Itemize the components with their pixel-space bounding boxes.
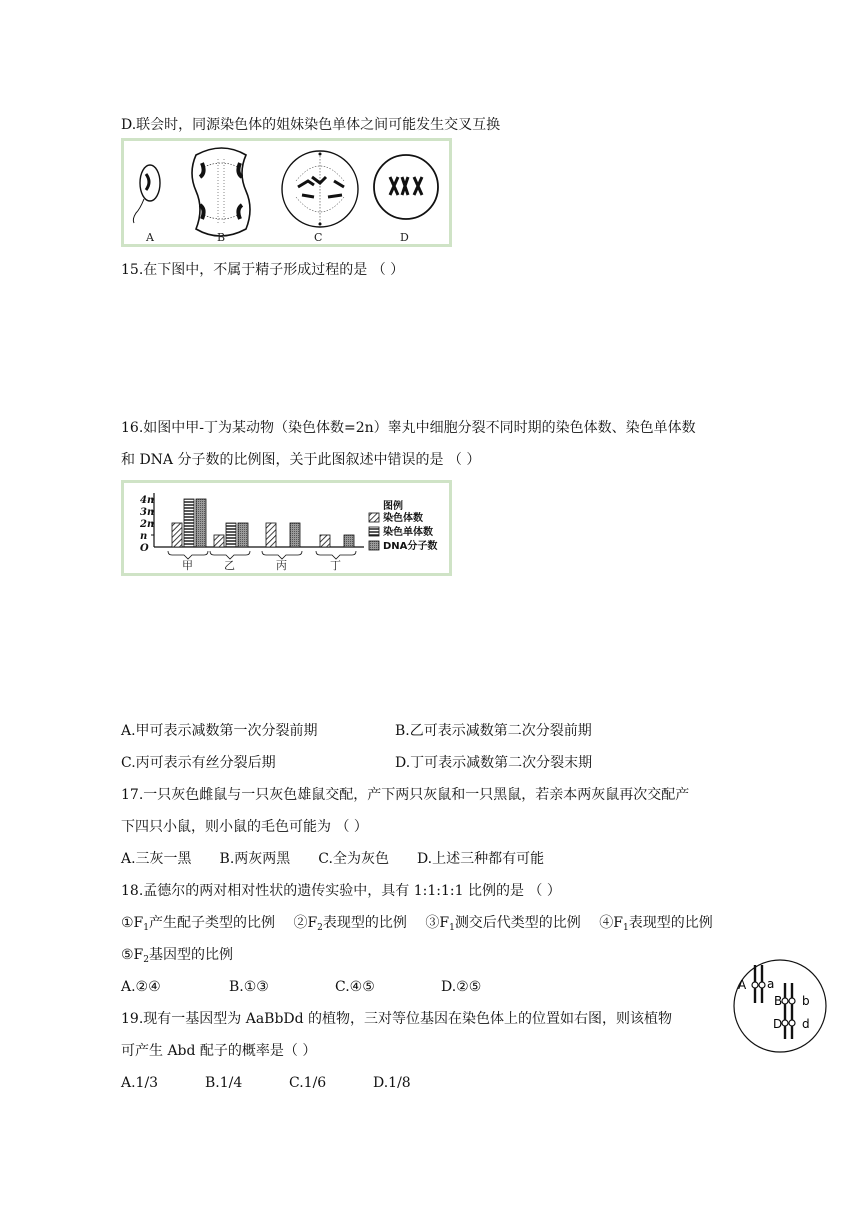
- q19-option-a: A.1/3: [121, 1075, 159, 1091]
- q18-items-row2: [121, 946, 233, 966]
- legend-swatch: [369, 527, 379, 536]
- q19-option-d: D.1/8: [373, 1075, 411, 1091]
- gene-B: B: [774, 994, 783, 1008]
- category-brace: [316, 551, 356, 559]
- legend-swatch: [369, 541, 379, 550]
- bar-chart-svg: [124, 483, 449, 573]
- label-b: B: [217, 231, 226, 244]
- legend-entry: DNA分子数: [383, 541, 438, 552]
- legend-swatch: [369, 513, 379, 522]
- q16-option-a: A.甲可表示减数第一次分裂前期: [121, 723, 318, 739]
- q19-option-c: C.1/6: [289, 1075, 327, 1091]
- bar: [184, 499, 194, 547]
- q18-item-1: $①F_1$产生配子类型的比例: [121, 915, 275, 933]
- cell-b-dividing: [192, 148, 250, 236]
- q18-item-3: $③F_1$测交后代类型的比例: [425, 915, 581, 933]
- bar: [266, 523, 276, 547]
- category-brace: [262, 551, 302, 559]
- gene-d: d: [802, 1017, 810, 1031]
- q18-option-b: B.①③: [229, 979, 269, 995]
- q17-options: A.三灰一黑 B.两灰两黑 C.全为灰色 D.上述三种都有可能: [121, 851, 545, 867]
- category-label: 丁: [330, 559, 341, 572]
- question-19-line2: 可产生 Abd 配子的概率是（ ）: [121, 1043, 317, 1059]
- bar: [320, 535, 330, 547]
- bar: [290, 523, 300, 547]
- q18-items-row1: [121, 914, 713, 934]
- category-label: 乙: [224, 559, 235, 572]
- cell-c-spindle: [282, 151, 358, 227]
- bar: [214, 535, 224, 547]
- bar: [172, 523, 182, 547]
- q14-option-d: D.联会时，同源染色体的姐妹染色单体之间可能发生交叉互换: [121, 117, 501, 133]
- cell-division-figure: [121, 138, 452, 247]
- y-tick-label: O: [140, 543, 149, 554]
- q16-option-c: C.丙可表示有丝分裂后期: [121, 755, 276, 771]
- bar: [238, 523, 248, 547]
- bar: [196, 499, 206, 547]
- question-16-line1: 16.如图中甲-丁为某动物（染色体数=2n）睾丸中细胞分裂不同时期的染色体数、染色单体数: [121, 420, 696, 436]
- question-17-line2: 下四只小鼠，则小鼠的毛色可能为 （ ）: [121, 819, 368, 835]
- q18-item-5: $⑤F_2$基因型的比例: [121, 947, 233, 965]
- gene-a: a: [767, 977, 775, 991]
- q18-item-2: $②F_2$表现型的比例: [293, 915, 407, 933]
- cell-a-sperm: [133, 165, 160, 223]
- category-brace: [168, 551, 208, 559]
- cell-d-tetrads: [374, 155, 438, 219]
- category-brace: [210, 551, 250, 559]
- bar: [344, 535, 354, 547]
- gene-D: D: [773, 1017, 783, 1031]
- y-tick-label: n: [140, 531, 148, 542]
- question-16-line2: 和 DNA 分子数的比例图，关于此图叙述中错误的是 （ ）: [121, 452, 481, 468]
- y-tick-label: 2n: [140, 519, 155, 530]
- question-15: 15.在下图中，不属于精子形成过程的是 （ ）: [121, 262, 405, 278]
- legend-entry: 染色体数: [383, 513, 423, 524]
- legend-entry: 染色单体数: [383, 527, 433, 538]
- question-18-line1: 18.孟德尔的两对相对性状的遗传实验中，具有 1:1:1:1 比例的是 （ ）: [121, 883, 561, 899]
- label-a: A: [146, 231, 154, 244]
- question-19-line1: 19.现有一基因型为 AaBbDd 的植物，三对等位基因在染色体上的位置如右图，则该植物: [121, 1011, 673, 1027]
- question-17-line1: 17.一只灰色雌鼠与一只灰色雄鼠交配，产下两只灰鼠和一只黑鼠，若亲本两灰鼠再次交配产: [121, 787, 690, 803]
- q19-option-b: B.1/4: [205, 1075, 243, 1091]
- q18-option-a: A.②④: [121, 979, 161, 995]
- gene-b: b: [802, 994, 810, 1008]
- q16-option-b: B.乙可表示减数第二次分裂前期: [395, 723, 592, 739]
- legend-title: 图例: [383, 501, 403, 512]
- q18-option-c: C.④⑤: [335, 979, 375, 995]
- q18-item-4: $④F_1$表现型的比例: [599, 915, 713, 933]
- bar: [226, 523, 236, 547]
- cell-division-drawings: [124, 141, 449, 244]
- gene-position-figure: [730, 957, 832, 1057]
- label-d: D: [400, 231, 409, 244]
- y-tick-label: 3n: [140, 507, 155, 518]
- q18-option-d: D.②⑤: [441, 979, 482, 995]
- chromosome-ratio-chart: [121, 480, 452, 576]
- label-c: C: [314, 231, 323, 244]
- q16-option-d: D.丁可表示减数第二次分裂末期: [395, 755, 593, 771]
- category-label: 丙: [276, 559, 287, 572]
- gene-A: A: [738, 978, 747, 992]
- y-tick-label: 4n: [140, 495, 155, 506]
- category-label: 甲: [182, 559, 193, 572]
